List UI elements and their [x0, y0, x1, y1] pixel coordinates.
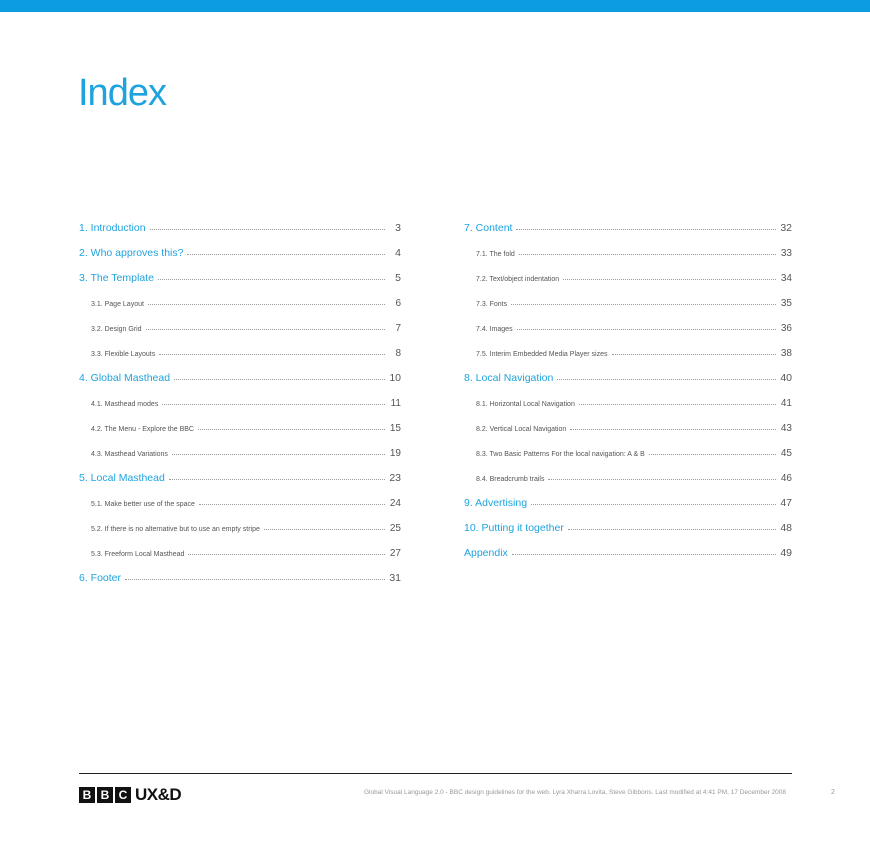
toc-entry[interactable] [464, 259, 792, 284]
toc-entry-label: 3. The Template [79, 272, 154, 284]
toc-entry-page: 35 [780, 298, 792, 309]
toc-dot-leader [568, 529, 776, 530]
toc-entry-page: 10 [389, 372, 401, 384]
footer-credits: Global Visual Language 2.0 - BBC design guidelines for the web. Lyra Xharra Lovita, Steve Gibbons. Last modified at 4:41 PM, 17 December 2008 [364, 789, 787, 796]
toc-entry-page: 6 [395, 298, 401, 309]
toc-dot-leader [531, 504, 776, 505]
toc-entry-page: 27 [389, 548, 401, 559]
toc-entry-page: 25 [389, 523, 401, 534]
toc-dot-leader [172, 454, 385, 455]
toc-right-column [464, 209, 792, 559]
toc-entry[interactable] [464, 434, 792, 459]
toc-entry-label: 9. Advertising [464, 497, 528, 509]
toc-entry-label: 8.1. Horizontal Local Navigation [476, 401, 575, 408]
toc-entry-page: 4 [395, 247, 401, 259]
toc-entry-page: 43 [780, 423, 792, 434]
toc-entry[interactable] [464, 334, 792, 359]
toc-entry[interactable] [79, 409, 401, 434]
toc-dot-leader [159, 354, 385, 355]
toc-entry-label: 7. Content [464, 222, 513, 234]
toc-entry-page: 49 [780, 547, 792, 559]
toc-dot-leader [169, 479, 385, 480]
toc-entry-label: 3.3. Flexible Layouts [91, 351, 156, 358]
toc-dot-leader [199, 504, 385, 505]
toc-dot-leader [146, 329, 385, 330]
toc-dot-leader [516, 229, 776, 230]
toc-entry[interactable] [79, 359, 401, 384]
toc-dot-leader [557, 379, 776, 380]
toc-entry-page: 7 [395, 323, 401, 334]
toc-entry[interactable] [79, 259, 401, 284]
toc-entry-page: 24 [389, 498, 401, 509]
toc-entry-page: 38 [780, 348, 792, 359]
toc-dot-leader [162, 404, 385, 405]
toc-entry-page: 46 [780, 473, 792, 484]
toc-entry-label: 8.4. Breadcrumb trails [476, 476, 545, 483]
toc-entry[interactable] [464, 284, 792, 309]
toc-dot-leader [512, 554, 776, 555]
toc-dot-leader [198, 429, 385, 430]
toc-entry-label: 5.3. Freeform Local Masthead [91, 551, 185, 558]
toc-entry[interactable] [79, 384, 401, 409]
toc-entry[interactable] [464, 409, 792, 434]
toc-entry[interactable] [464, 359, 792, 384]
toc-entry[interactable] [79, 209, 401, 234]
toc-entry-label: 7.5. Interim Embedded Media Player sizes [476, 351, 608, 358]
toc-dot-leader [148, 304, 385, 305]
toc-entry-label: 5. Local Masthead [79, 472, 165, 484]
toc-entry[interactable] [79, 459, 401, 484]
toc-entry-label: 8.2. Vertical Local Navigation [476, 426, 567, 433]
page-title: Index [78, 72, 166, 114]
toc-entry[interactable] [79, 234, 401, 259]
toc-dot-leader [517, 329, 776, 330]
toc-entry[interactable] [464, 209, 792, 234]
toc-dot-leader [612, 354, 776, 355]
page-number: 2 [831, 789, 835, 796]
toc-entry-label: 5.1. Make better use of the space [91, 501, 195, 508]
toc-entry-label: 2. Who approves this? [79, 247, 184, 259]
toc-entry[interactable] [464, 484, 792, 509]
toc-entry-label: 4.1. Masthead modes [91, 401, 159, 408]
logo-letter: B [79, 787, 95, 803]
toc-entry-label: 7.2. Text/object indentation [476, 276, 560, 283]
toc-entry[interactable] [79, 309, 401, 334]
toc-entry-label: 4.2. The Menu - Explore the BBC [91, 426, 194, 433]
toc-entry[interactable] [79, 509, 401, 534]
toc-entry-label: 10. Putting it together [464, 522, 564, 534]
toc-entry-page: 31 [389, 572, 401, 584]
toc-entry-page: 40 [780, 372, 792, 384]
logo-letter: C [115, 787, 131, 803]
toc-entry-page: 45 [780, 448, 792, 459]
toc-entry[interactable] [79, 484, 401, 509]
toc-entry-page: 48 [780, 522, 792, 534]
toc-dot-leader [188, 554, 385, 555]
toc-entry-page: 41 [780, 398, 792, 409]
top-accent-bar [0, 0, 870, 12]
toc-entry-page: 3 [395, 222, 401, 234]
toc-entry[interactable] [79, 334, 401, 359]
toc-entry[interactable] [464, 459, 792, 484]
toc-entry-label: 7.1. The fold [476, 251, 515, 258]
toc-dot-leader [548, 479, 776, 480]
toc-dot-leader [563, 279, 776, 280]
toc-dot-leader [174, 379, 385, 380]
bbc-uxd-logo [79, 785, 181, 805]
footer-divider [79, 773, 792, 774]
logo-letter: B [97, 787, 113, 803]
toc-left-column [79, 209, 401, 584]
toc-entry-label: Appendix [464, 547, 508, 559]
toc-entry[interactable] [464, 234, 792, 259]
toc-entry[interactable] [79, 434, 401, 459]
toc-entry[interactable] [79, 284, 401, 309]
toc-dot-leader [158, 279, 385, 280]
toc-entry[interactable] [79, 559, 401, 584]
toc-entry[interactable] [464, 509, 792, 534]
toc-dot-leader [511, 304, 776, 305]
toc-entry-label: 4. Global Masthead [79, 372, 171, 384]
toc-entry-label: 8.3. Two Basic Patterns For the local navigation: A & B [476, 451, 645, 458]
toc-entry-page: 34 [780, 273, 792, 284]
toc-entry-label: 8. Local Navigation [464, 372, 554, 384]
toc-entry-label: 3.1. Page Layout [91, 301, 144, 308]
toc-dot-leader [187, 254, 385, 255]
toc-entry-page: 5 [395, 272, 401, 284]
toc-entry-page: 33 [780, 248, 792, 259]
toc-entry[interactable] [464, 384, 792, 409]
toc-entry[interactable] [464, 534, 792, 559]
toc-entry-label: 1. Introduction [79, 222, 146, 234]
toc-entry-label: 3.2. Design Grid [91, 326, 142, 333]
toc-dot-leader [125, 579, 385, 580]
toc-entry[interactable] [464, 309, 792, 334]
toc-entry-label: 7.4. Images [476, 326, 513, 333]
toc-dot-leader [519, 254, 776, 255]
toc-dot-leader [579, 404, 776, 405]
toc-entry-page: 32 [780, 222, 792, 234]
toc-entry-page: 47 [780, 497, 792, 509]
toc-entry-label: 5.2. If there is no alternative but to use an empty stripe [91, 526, 260, 533]
toc-dot-leader [649, 454, 776, 455]
toc-dot-leader [264, 529, 385, 530]
toc-entry-page: 15 [389, 423, 401, 434]
toc-dot-leader [150, 229, 385, 230]
toc-entry-page: 19 [389, 448, 401, 459]
toc-entry-label: 6. Footer [79, 572, 122, 584]
toc-entry-page: 8 [395, 348, 401, 359]
toc-entry-label: 4.3. Masthead Variations [91, 451, 168, 458]
logo-suffix: UX&D [135, 785, 182, 804]
toc-entry-page: 23 [389, 472, 401, 484]
toc-entry-label: 7.3. Fonts [476, 301, 508, 308]
toc-entry-page: 36 [780, 323, 792, 334]
toc-dot-leader [570, 429, 776, 430]
toc-entry-page: 11 [390, 398, 401, 409]
toc-entry[interactable] [79, 534, 401, 559]
